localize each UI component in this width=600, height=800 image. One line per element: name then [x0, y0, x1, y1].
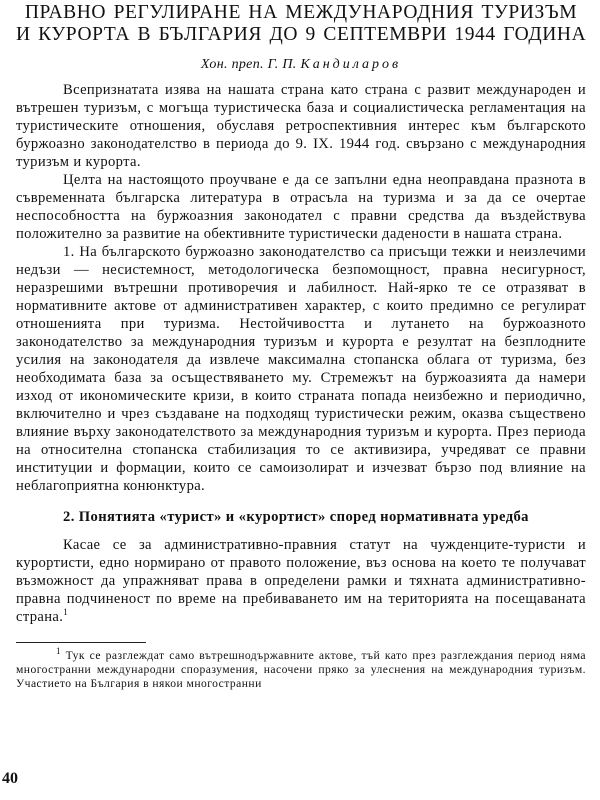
- footnote-marker: 1: [56, 646, 61, 657]
- author-surname: Кандиларов: [300, 57, 402, 72]
- author-prefix: Хон. преп. Г. П.: [200, 57, 297, 72]
- article-title: [16, 2, 586, 46]
- paragraph-section-2-text: Касае се за административно-правния статут на чужденците-туристи и курортисти, едно нормирано от правото положение, въз основа на което те получават възможност да упражняват права в определени рамки и тяхната административно-правна подчиненост по време на пребиваването им на територията на посещаваната страна.: [16, 537, 586, 625]
- section-heading: 2. Понятията «турист» и «курортист» според нормативната уредба: [63, 509, 529, 525]
- footnote-text: Тук се разглеждат само вътрешнодържавните актове, тъй като през разглеждания период няма многостранни международни споразумения, насочени пряко за улеснения на международния туризъм. Участието на България в някои многостранни: [16, 649, 586, 690]
- author-line: [16, 57, 586, 73]
- paragraph-section-1: 1. На българското буржоазно законодателство са присъщи тежки и неизлечими недъзи — несистемност, методологическа безпомощност, правна несигурност, неразрешими вътрешни противоречия и лабилност. Най-ярко те се отразяват в нормативните актове от административен характер, с които предимно се регулират отношенията при туризма. Нестойчивостта и лутането на буржоазното законодателство за международния туризъм и курорта е резултат на безплодните усилия на законодателя да извлече максимална стопанска облага от туризма, без необходимата база за осъществяването му. Стремежът на буржоазията да намери изход от икономическите кризи, в които страната попада неизбежно и периодично, включително и чрез създаване на подходящ туристически режим, оказва съществено влияние върху законодателството за международния туризъм и курорта. През периода на относителна стопанска стабилизация то се активизира, учредяват се правни институции и формации, които се самоизолират и изчезват бързо под влияние на неблагоприятна конюнктура.: [16, 244, 586, 494]
- article-body: [16, 81, 586, 495]
- footnote-reference: 1: [63, 607, 69, 618]
- title-line-2: И КУРОРТА В БЪЛГАРИЯ ДО 9 СЕПТЕМВРИ 1944 ГОДИНА: [16, 24, 587, 45]
- section-body: [16, 536, 586, 626]
- title-line-1: ПРАВНО РЕГУЛИРАНЕ НА МЕЖДУНАРОДНИЯ ТУРИЗЪМ: [24, 2, 578, 23]
- page-number: 40: [2, 770, 18, 787]
- paragraph-aim: Целта на настоящото проучване е да се запълни една неоправдана празнота в съвременната българска литература в отрасъла на туризма и за да се очертае неспособността на буржоазния законодател с правни средства да въздействува положително за развитие на обективните туристически дадености в нашата страна.: [16, 172, 586, 242]
- paragraph-section-2: [16, 536, 586, 626]
- footnote-divider: [16, 642, 146, 643]
- footnote: [16, 646, 586, 691]
- paragraph-intro: Всепризнатата изява на нашата страна като страна с развит международен и вътрешен туризъм, с могъща туристическа база и социалистическа регламентация на туристическите отношения, обуславя ретроспективния интерес към българското буржоазно законодателство в периода до 9. IX. 1944 год. свързано с международния туризъм и курорта.: [16, 82, 586, 170]
